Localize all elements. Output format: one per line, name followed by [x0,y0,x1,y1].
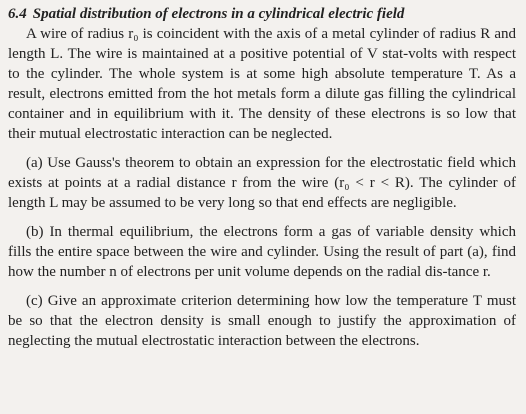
problem-number: 6.4 [8,6,27,22]
problem-heading [8,4,516,24]
part-b-text: (b) In thermal equilibrium, the electrons form a gas of variable density which fills the entire space between the wire and cylinder. Using the result of part (a), find how the number n of electrons per unit volume depends on the radial dis-tance r. [8,224,516,280]
paragraph-gap [8,213,516,222]
part-a-text: (a) Use Gauss's theorem to obtain an expression for the electrostatic field which exists at points at a radial distance r from the wire (r₀ < r < R). The cylinder of length L may be assumed to be very long so that end effects are negligible. [8,155,516,211]
paragraph-gap [8,144,516,153]
paragraph-gap [8,282,516,291]
part-c-text: (c) Give an approximate criterion determining how low the temperature T must be so that the electron density is small enough to justify the approximation of neglecting the mutual electrostatic interaction between the electrons. [8,293,516,349]
problem-intro: A wire of radius r₀ is coincident with the axis of a metal cylinder of radius R and length L. The wire is maintained at a positive potential of V stat-volts with respect to the cylinder. The whole system is at some high absolute temperature T. As a result, electrons emitted from the hot metals form a dilute gas filling the cylindrical container and in equilibrium with it. The density of these electrons is so low that their mutual electrostatic interaction can be neglected. [8,26,516,142]
problem-title: Spatial distribution of electrons in a cylindrical electric field [32,6,405,22]
